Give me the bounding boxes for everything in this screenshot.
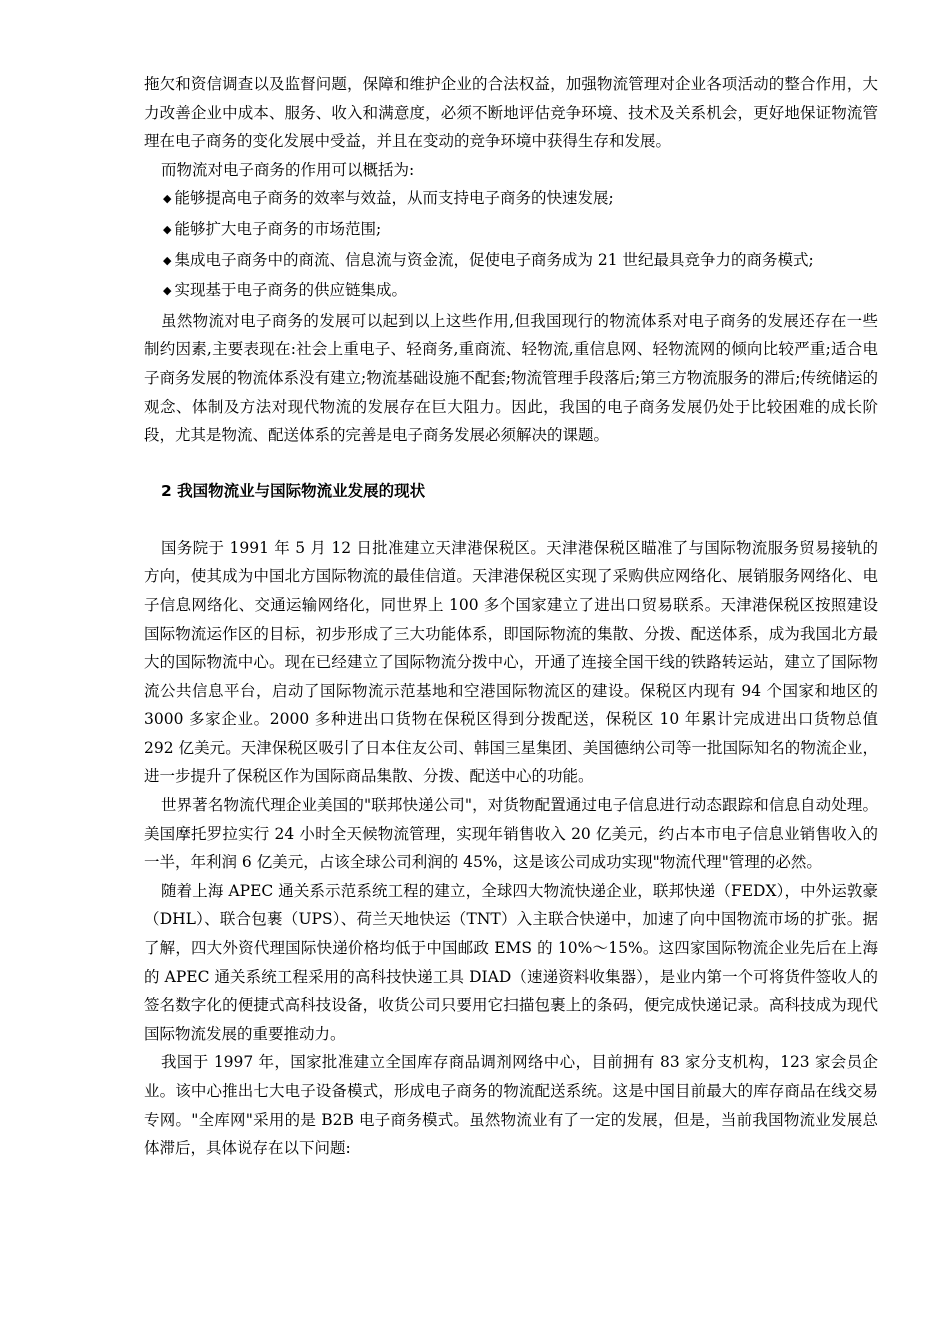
paragraph-continuation: 拖欠和资信调查以及监督问题，保障和维护企业的合法权益，加强物流管理对企业各项活动的整合作用，大力改善企业中成本、服务、收入和满意度，必须不断地评估竞争环境、技术及关系机会，更好地保证物流管理在电子商务的变化发展中受益，并且在变动的竞争环境中获得生存和发展。	[144, 75, 878, 151]
section-heading: 2 我国物流业与国际物流业发展的现状	[161, 481, 426, 500]
list-item	[144, 246, 878, 277]
diamond-bullet-icon: ◆	[163, 253, 172, 267]
spacer	[144, 505, 878, 534]
list-item	[144, 215, 878, 246]
list-item-text: 实现基于电子商务的供应链集成。	[174, 281, 407, 300]
list-item	[144, 276, 878, 307]
list-item	[144, 184, 878, 215]
bullet-list	[144, 184, 878, 306]
list-item-text: 能够扩大电子商务的市场范围;	[174, 219, 382, 238]
diamond-bullet-icon: ◆	[163, 284, 172, 298]
paragraph-constraints: 虽然物流对电子商务的发展可以起到以上这些作用,但我国现行的物流体系对电子商务的发展还存在一些制约因素,主要表现在:社会上重电子、轻商务,重商流、轻物流,重信息网、轻物流网的倾向比较严重;适合电子商务发展的物流体系没有建立;物流基础设施不配套;物流管理手段落后;第三方物流服务的滞后;传统储运的观念、体制及方法对现代物流的发展存在巨大阻力。因此，我国的电子商务发展仍处于比较困难的成长阶段，尤其是物流、配送体系的完善是电子商务发展必须解决的课题。	[144, 311, 878, 445]
spacer	[144, 450, 878, 477]
list-item-text: 集成电子商务中的商流、信息流与资金流，促使电子商务成为 21 世纪最具竞争力的商务模式;	[174, 250, 814, 269]
diamond-bullet-icon: ◆	[163, 192, 172, 206]
paragraph-fedex: 世界著名物流代理企业美国的"联邦快递公司"，对货物配置通过电子信息进行动态跟踪和信息自动处理。美国摩托罗拉实行 24 小时全天候物流管理，实现年销售收入 20 亿美元，约占本市电子信息业销售收入的一半，年利润 6 亿美元，占该全球公司利润的 45%，这是该公司成功实现"物流代理"管理的必然。	[144, 796, 878, 872]
paragraph-intro: 而物流对电子商务的作用可以概括为:	[161, 160, 415, 179]
paragraph-tianjin: 国务院于 1991 年 5 月 12 日批准建立天津港保税区。天津港保税区瞄准了与国际物流服务贸易接轨的方向，使其成为中国北方国际物流的最佳信道。天津港保税区实现了采购供应网络化、展销服务网络化、电子信息网络化、交通运输网络化，同世界上 100 多个国家建立了进出口贸易联系。天津港保税区按照建设国际物流运作区的目标，初步形成了三大功能体系，即国际物流的集散、分拨、配送体系，成为我国北方最大的国际物流中心。现在已经建立了国际物流分拨中心，开通了连接全国干线的铁路转运站，建立了国际物流公共信息平台，启动了国际物流示范基地和空港国际物流区的建设。保税区内现有 94 个国家和地区的 3000 多家企业。2000 多种进出口货物在保税区得到分拨配送，保税区 10 年累计完成进出口货物总值 292 亿美元。天津保税区吸引了日本住友公司、韩国三星集团、美国德纳公司等一批国际知名的物流企业，进一步提升了保税区作为国际商品集散、分拨、配送中心的功能。	[144, 538, 878, 786]
diamond-bullet-icon: ◆	[163, 222, 172, 236]
document-page	[144, 70, 878, 1163]
paragraph-apec: 随着上海 APEC 通关系示范系统工程的建立，全球四大物流快递企业，联邦快递（FEDX），中外运敦豪（DHL）、联合包裹（UPS）、荷兰天地快运（TNT）入主联合快递中，加速了向中国物流市场的扩张。据了解，四大外资代理国际快递价格均低于中国邮政 EMS 的 10%～15%。这四家国际物流企业先后在上海的 APEC 通关系统工程采用的高科技快递工具 DIAD（速递资料收集器），是业内第一个可将货件签收人的签名数字化的便捷式高科技设备，收货公司只要用它扫描包裹上的条码，便完成快递记录。高科技成为现代国际物流发展的重要推动力。	[144, 881, 878, 1043]
paragraph-network-center: 我国于 1997 年，国家批准建立全国库存商品调剂网络中心，目前拥有 83 家分支机构，123 家会员企业。该中心推出七大电子设备模式，形成电子商务的物流配送系统。这是中国目前最大的库存商品在线交易专网。"全库网"采用的是 B2B 电子商务模式。虽然物流业有了一定的发展，但是，当前我国物流业发展总体滞后，具体说存在以下问题:	[144, 1053, 878, 1158]
list-item-text: 能够提高电子商务的效率与效益，从而支持电子商务的快速发展;	[174, 189, 614, 208]
